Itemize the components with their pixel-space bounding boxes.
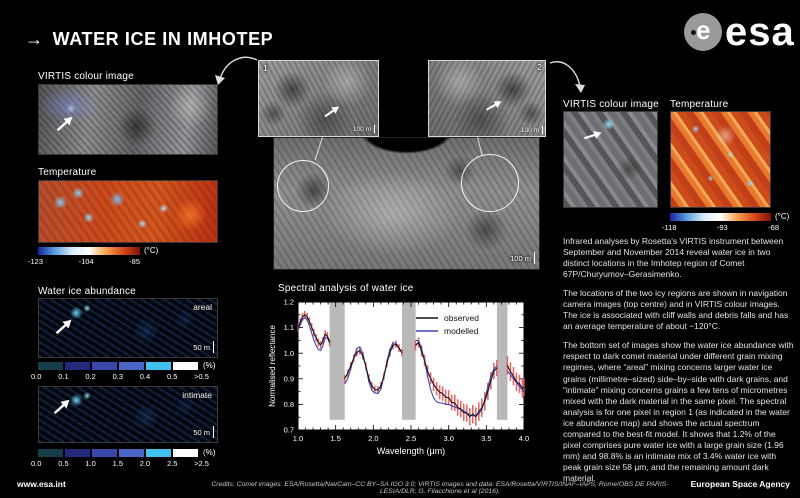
left-temperature-map <box>38 180 218 243</box>
intimate-tag: intimate <box>182 390 212 400</box>
page-title <box>25 29 273 50</box>
svg-text:Wavelength (μm): Wavelength (μm) <box>376 446 446 456</box>
right-virtis-image <box>563 111 658 208</box>
svg-text:4.0: 4.0 <box>518 434 530 443</box>
tick-label: >0.5 <box>194 372 209 381</box>
tick-label: 0.1 <box>58 372 69 381</box>
areal-unit: (%) <box>203 361 216 370</box>
colorbar-segment <box>119 362 144 370</box>
tick-label: 0.4 <box>139 372 151 381</box>
paragraph-2: The locations of the two icy regions are shown in navigation camera images (top centre) and in VIRTIS colour images. The ice is associated with cliff walls and debris falls and has an average temperature of about −120°C. <box>563 288 789 332</box>
svg-text:3.0: 3.0 <box>443 434 454 443</box>
svg-text:1.1: 1.1 <box>283 323 294 333</box>
page-title-text: WATER ICE IN IMHOTEP <box>52 29 274 49</box>
left-temp-ticks <box>28 257 140 266</box>
tick-label: 2.0 <box>139 459 151 468</box>
abundance-label: Water ice abundance <box>38 286 136 297</box>
tick-label: 0.0 <box>31 372 42 381</box>
areal-abundance-map <box>38 298 218 358</box>
ice-location-arrow-icon <box>50 395 74 418</box>
svg-text:Normalised reflectance: Normalised reflectance <box>268 325 277 407</box>
intimate-unit: (%) <box>203 448 216 457</box>
svg-text:1.0: 1.0 <box>283 348 294 358</box>
colorbar-segment <box>92 449 117 457</box>
colorbar-segment <box>38 449 63 457</box>
svg-text:1.0: 1.0 <box>292 434 304 443</box>
credits-text: Credits: Comet images: ESA/Rosetta/NavCam–CC BY–SA IGO 3.0; VIRTIS images and data: ESA/Rosetta/VIRTIS/INAF–IAPS, Rome/OBS DE PARIS-LESIA/DLR; G. Filacchione et al (2016). <box>211 481 669 495</box>
tick-label: -123 <box>28 257 44 266</box>
colorbar-segment <box>146 449 171 457</box>
navcam-inset-2 <box>428 60 546 137</box>
colorbar-segment <box>38 362 63 370</box>
tick-label: -118 <box>662 223 677 232</box>
svg-text:2.5: 2.5 <box>405 434 417 443</box>
inset1-scalebar: 100 m <box>353 125 375 133</box>
tick-label: -85 <box>129 257 140 266</box>
tick-label: 0.3 <box>112 372 123 381</box>
ice-location-arrow-icon <box>484 97 505 114</box>
right-temperature-label: Temperature <box>670 99 729 110</box>
svg-text:0.7: 0.7 <box>283 425 294 435</box>
esa-logo <box>684 10 795 54</box>
pointer-arrow-left-icon <box>213 54 261 88</box>
tick-label: 0.0 <box>31 459 42 468</box>
areal-scalebar: 50 m <box>193 341 214 353</box>
esa-logo-e: e <box>696 15 711 45</box>
colorbar-segment <box>173 449 198 457</box>
agency-name: European Space Agency <box>690 479 790 489</box>
navcam-inset-1 <box>258 60 379 137</box>
body-text <box>563 236 794 492</box>
colorbar-segment <box>119 449 144 457</box>
svg-text:modelled: modelled <box>444 326 479 336</box>
colorbar-segment <box>65 362 90 370</box>
left-virtis-label: VIRTIS colour image <box>38 71 134 82</box>
navcam-main-image <box>273 137 540 270</box>
svg-text:2.0: 2.0 <box>368 434 379 443</box>
colorbar-segment <box>92 362 117 370</box>
esa-logo-circle-icon <box>684 13 722 51</box>
svg-text:1.5: 1.5 <box>330 434 341 443</box>
paragraph-1: Infrared analyses by Rosetta's VIRTIS instrument between September and November 2014 reveal water ice in two distinct locations in the Imhotep region of Comet 67P/Churyumov–Gerasimenko. <box>563 236 784 280</box>
tick-label: 0.2 <box>85 372 96 381</box>
intimate-ticks <box>31 459 209 468</box>
tick-label: -93 <box>716 223 728 232</box>
intimate-colorbar <box>38 449 198 457</box>
left-temperature-label: Temperature <box>38 167 97 178</box>
intimate-abundance-map <box>38 386 218 443</box>
ice-location-arrow-icon <box>582 128 604 144</box>
region1-circle-marker <box>277 160 329 212</box>
colorbar-segment <box>173 362 198 370</box>
esa-url-link[interactable]: www.esa.int <box>17 479 66 489</box>
ice-location-arrow-icon <box>52 315 76 338</box>
paragraph-3: The bottom set of images show the water ice abundance with respect to dark comet material under different grain mixing regimes, where “areal” mixing concerns larger water ice grains (millimetre–sized) side–by–side with dark grains, and “intimate” mixing concerns grains a few tens of micrometres mixed with the dark material in the same pixel. The spectral analysis is for one pixel in region 1 (as indicated in the water ice abundance map) and shows the actual spectrum compared to the best-fit model. It shows that 1.2% of the pixel comprises pure water ice with a large grain size (1.96 mm) and 98.8% is an intimate mix of 3.4% water ice with peak grain size 58 μm, and the remaining amount dark material. <box>563 340 794 483</box>
tick-label: 2.5 <box>166 459 178 468</box>
inset2-number: 2 <box>537 62 542 72</box>
ice-location-arrow-icon <box>53 112 77 135</box>
pointer-arrow-right-icon <box>546 58 588 100</box>
ice-location-arrow-icon <box>322 102 343 120</box>
inset1-number: 1 <box>263 63 268 73</box>
left-temperature-colorbar <box>38 247 140 255</box>
region2-circle-marker <box>461 154 519 212</box>
left-temp-unit: (°C) <box>144 246 159 255</box>
tick-label: -68 <box>768 223 779 232</box>
svg-text:0.8: 0.8 <box>283 400 294 409</box>
right-temperature-colorbar <box>670 213 771 221</box>
esa-logo-text: esa <box>725 10 795 54</box>
tick-label: >2.5 <box>194 459 209 468</box>
areal-colorbar <box>38 362 198 370</box>
colorbar-segment <box>65 449 90 457</box>
svg-text:observed: observed <box>444 313 479 323</box>
svg-text:0.9: 0.9 <box>283 374 294 384</box>
tick-label: 0.5 <box>166 372 178 381</box>
tick-label: 0.5 <box>58 459 69 468</box>
tick-label: 1.5 <box>112 459 123 468</box>
svg-text:3.5: 3.5 <box>481 434 492 443</box>
intimate-scalebar: 50 m <box>193 426 214 438</box>
right-temp-ticks <box>662 223 779 232</box>
areal-tag: areal <box>193 302 212 312</box>
main-scalebar: 100 m <box>510 252 535 264</box>
title-arrow-icon: → <box>25 29 44 49</box>
areal-ticks <box>31 372 209 381</box>
chart-title: Spectral analysis of water ice <box>278 283 414 294</box>
right-temp-unit: (°C) <box>775 212 790 221</box>
spectral-chart <box>266 296 536 468</box>
right-temperature-map <box>670 111 771 208</box>
tick-label: -104 <box>78 257 94 266</box>
colorbar-segment <box>146 362 171 370</box>
right-virtis-label: VIRTIS colour image <box>563 99 659 110</box>
inset2-scalebar: 100 m <box>521 126 543 134</box>
tick-label: 1.0 <box>85 459 96 468</box>
left-virtis-image <box>38 84 218 155</box>
svg-text:1.2: 1.2 <box>283 297 294 307</box>
